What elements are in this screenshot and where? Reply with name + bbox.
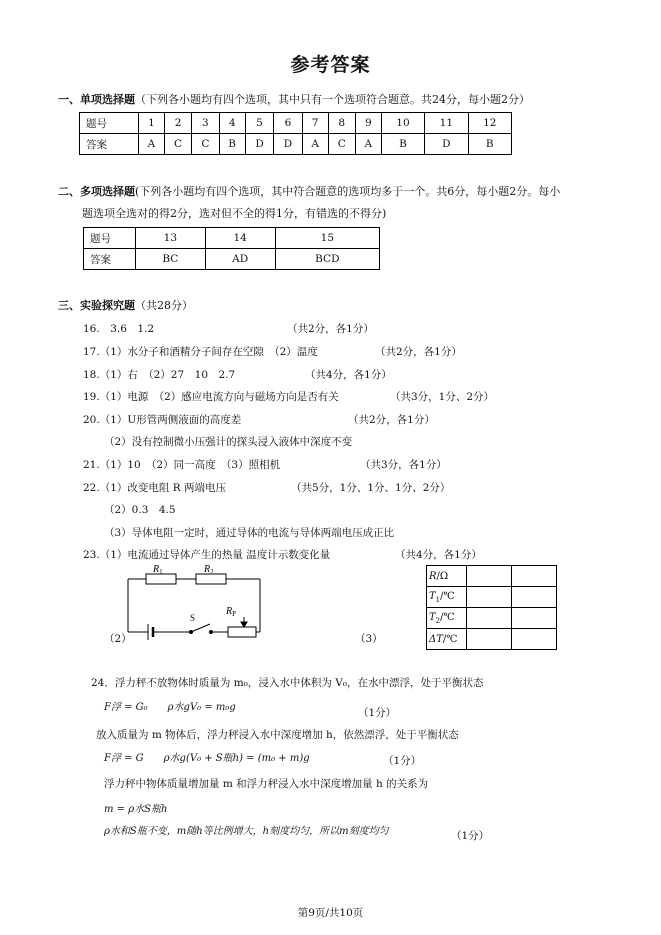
unit: /℃ [440, 590, 455, 602]
q20-answer: 20.（1）U形管两侧液面的高度差 [83, 414, 242, 426]
row-header [427, 566, 467, 587]
empty-cell [512, 587, 557, 608]
section2-header [58, 183, 560, 199]
q22-answer-2: （2）0.3 4.5 [104, 504, 176, 516]
q24-eq2: F浮 = G ρ水g(V₀ + S瓶h) = (m₀ + m)g [104, 753, 310, 764]
q23-label-2: （2） [104, 633, 132, 645]
table-cell: BC [136, 249, 206, 270]
q20-answer-2: （2）没有控制微小压强计的探头浸入液体中深度不变 [104, 436, 353, 448]
table-cell: 11 [425, 113, 468, 134]
table-cell: A [139, 134, 165, 155]
section2-note-line1: (下列各小题均有四个选项，其中符合题意的选项均多于一个。共6分，每小题2分。每小 [135, 185, 561, 198]
q19-score: （共3分，1分、2分） [390, 391, 495, 403]
variable-subscript: 2 [435, 616, 441, 625]
row-label: 答案 [84, 249, 136, 270]
q16-score: （共2分，各1分） [287, 323, 374, 335]
circuit-diagram [120, 562, 270, 647]
variable: T [429, 611, 436, 623]
q21-score: （共3分，各1分） [360, 459, 447, 471]
q24-score2: （1分） [383, 755, 422, 767]
q24-line2: 放入质量为 m 物体后，浮力秤浸入水中深度增加 h，依然漂浮，处于平衡状态 [96, 729, 459, 741]
variable: ΔT [429, 633, 443, 645]
q24-eq1: F浮 = G₀ ρ水gV₀ = m₀g [104, 702, 236, 713]
section2-heading: 二、多项选择题 [58, 185, 135, 198]
section1-note: （下列各小题均有四个选项，其中只有一个选项符合题意。共24分，每小题2分） [135, 93, 530, 106]
row-label: 题号 [84, 228, 136, 249]
q24-line3: 浮力秤中物体质量增加量 m 和浮力秤浸入水中深度增加量 h 的关系为 [104, 778, 429, 790]
table-cell: 4 [219, 113, 245, 134]
q24-line4: ρ水和S瓶不变，m随h等比例增大，h刻度均匀，所以m刻度均匀 [104, 826, 389, 837]
table-cell: A [302, 134, 328, 155]
q20-score: （共2分，各1分） [348, 414, 435, 426]
table-cell: 7 [302, 113, 328, 134]
table-cell: 14 [205, 228, 275, 249]
row-header [427, 608, 467, 629]
q16-answer: 16. 3.6 1.2 [83, 323, 155, 335]
q22-score: （共5分，1分、1分、1分、2分） [291, 482, 451, 494]
variable: T [429, 590, 436, 602]
table-cell: D [274, 134, 302, 155]
empty-cell [512, 629, 557, 650]
table-cell: BCD [275, 249, 379, 270]
table-cell: 2 [164, 113, 191, 134]
q24-line1: 24．浮力秤不放物体时质量为 m₀，浸入水中体积为 V₀，在水中漂浮，处于平衡状态 [91, 677, 484, 689]
page-footer: 第9页/共10页 [297, 907, 364, 919]
q17-answer: 17.（1）水分子和酒精分子间存在空隙 （2）温度 [83, 346, 318, 358]
table-cell: 1 [139, 113, 165, 134]
table-row [427, 566, 557, 587]
row-label: 题号 [80, 113, 139, 134]
table-cell: B [381, 134, 424, 155]
unit: /℃ [440, 611, 455, 623]
q18-answer: 18.（1）右 （2）27 10 2.7 [83, 369, 236, 381]
variable-subscript: 1 [435, 595, 441, 604]
row-header [427, 587, 467, 608]
table-cell: 6 [274, 113, 302, 134]
page-title: 参考答案 [290, 54, 371, 76]
table-cell: B [468, 134, 511, 155]
table-cell: 13 [136, 228, 206, 249]
empty-cell [512, 566, 557, 587]
table-row [84, 249, 380, 270]
unit: /℃ [442, 633, 458, 645]
table-cell: 8 [328, 113, 355, 134]
section3-heading: 三、实验探究题 [58, 299, 135, 312]
table-cell: D [245, 134, 273, 155]
r1-label: $R_1$ [153, 564, 163, 576]
table-cell: A [355, 134, 381, 155]
q24-score4: （1分） [451, 830, 490, 842]
table-cell: AD [205, 249, 275, 270]
table-cell: 15 [275, 228, 379, 249]
row-label: 答案 [80, 134, 139, 155]
section1-header [58, 91, 530, 107]
q24-score1: （1分） [358, 707, 397, 719]
q22-answer-3: （3）导体电阻一定时，通过导体的电流与导体两端电压成正比 [104, 527, 395, 539]
q24-eq3: m = ρ水S瓶h [104, 804, 168, 815]
q19-answer: 19.（1）电源 （2）感应电流方向与磁场方向是否有关 [83, 391, 339, 403]
single-choice-table [79, 112, 512, 155]
row-header [427, 629, 467, 650]
empty-cell [467, 608, 512, 629]
r2-label: $R_2$ [204, 564, 214, 576]
table-cell: C [328, 134, 355, 155]
table-row [427, 629, 557, 650]
q22-answer: 22.（1）改变电阻 R 两端电压 [83, 482, 226, 494]
table-cell: 5 [245, 113, 273, 134]
table-cell: D [425, 134, 468, 155]
unit: /Ω [436, 570, 449, 582]
table-cell: 12 [468, 113, 511, 134]
q23-data-table [426, 565, 557, 650]
section1-heading: 一、单项选择题 [58, 93, 135, 106]
q21-answer: 21.（1）10 （2）同一高度 （3）照相机 [83, 459, 281, 471]
q23-score: （共4分，各1分） [395, 549, 482, 561]
section2-note-line2: 题选项全选对的得2分，选对但不全的得1分，有错选的不得分) [82, 207, 387, 220]
rheostat-rp [228, 627, 256, 637]
table-cell: C [164, 134, 191, 155]
table-cell: C [192, 134, 219, 155]
section3-header [58, 297, 193, 313]
empty-cell [467, 566, 512, 587]
table-cell: B [219, 134, 245, 155]
switch-label: S [190, 613, 196, 623]
section3-note: （共28分） [135, 299, 193, 312]
empty-cell [512, 608, 557, 629]
q23-label-3: （3） [355, 633, 383, 645]
table-row [84, 228, 380, 249]
q18-score: （共4分，各1分） [305, 369, 392, 381]
table-cell: 3 [192, 113, 219, 134]
variable: R [429, 570, 437, 582]
multi-choice-table [83, 227, 380, 270]
empty-cell [467, 587, 512, 608]
rp-label: $R_P$ [226, 606, 237, 618]
q17-score: （共2分，各1分） [375, 346, 462, 358]
table-row [80, 113, 512, 134]
table-row [80, 134, 512, 155]
table-row [427, 587, 557, 608]
table-row [427, 608, 557, 629]
table-cell: 9 [355, 113, 381, 134]
empty-cell [467, 629, 512, 650]
q23-answer: 23.（1）电流通过导体产生的热量 温度计示数变化量 [83, 549, 331, 561]
table-cell: 10 [381, 113, 424, 134]
